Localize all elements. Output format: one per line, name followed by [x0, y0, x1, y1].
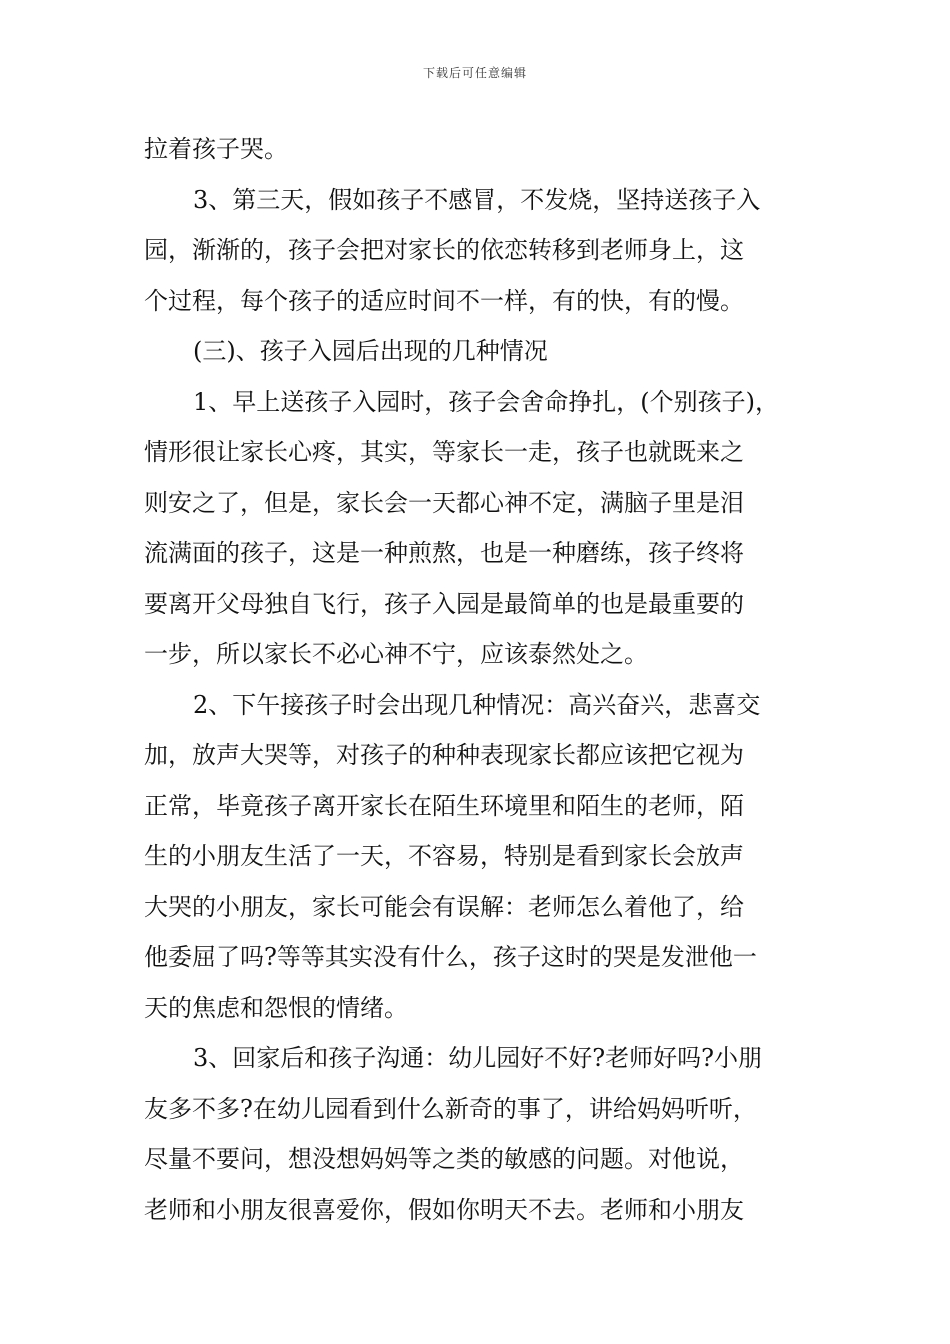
text-line: 他委屈了吗?等等其实没有什么，孩子这时的哭是发泄他一 — [144, 943, 757, 971]
document-body — [144, 124, 814, 1235]
text-line: 友多不多?在幼儿园看到什么新奇的事了，讲给妈妈听听， — [144, 1094, 757, 1123]
text-line: 2、下午接孩子时会出现几种情况：高兴奋兴，悲喜交 — [193, 690, 761, 719]
text-line: 加，放声大哭等，对孩子的种种表现家长都应该把它视为 — [144, 741, 744, 769]
text-line: 天的焦虑和怨恨的情绪。 — [144, 993, 408, 1022]
text-line: 1、早上送孩子入园时，孩子会舍命挣扎，(个别孩子)， — [193, 387, 779, 416]
text-line: 一步，所以家长不必心神不宁，应该泰然处之。 — [144, 640, 648, 668]
text-line: 老师和小朋友很喜爱你，假如你明天不去。老师和小朋友 — [144, 1195, 744, 1224]
text-line: 流满面的孩子，这是一种煎熬，也是一种磨练，孩子终将 — [144, 539, 744, 567]
text-line: 尽量不要问，想没想妈妈等之类的敏感的问题。对他说， — [144, 1145, 744, 1173]
text-line: 3、回家后和孩子沟通：幼儿园好不好?老师好吗?小朋 — [193, 1044, 763, 1072]
text-line: 3、第三天，假如孩子不感冒，不发烧，坚持送孩子入 — [193, 185, 761, 214]
text-line: 园，渐渐的，孩子会把对家长的依恋转移到老师身上，这 — [144, 236, 744, 264]
text-line: 大哭的小朋友，家长可能会有误解：老师怎么着他了，给 — [144, 892, 744, 921]
text-line: 正常，毕竟孩子离开家长在陌生环境里和陌生的老师，陌 — [144, 791, 744, 820]
text-line: 拉着孩子哭。 — [144, 135, 288, 163]
page-header: 下载后可任意编辑 — [422, 66, 527, 80]
text-line: 情形很让家长心疼，其实，等家长一走，孩子也就既来之 — [144, 438, 744, 466]
text-line: 则安之了，但是，家长会一天都心神不定，满脑子里是泪 — [144, 488, 744, 517]
text-line: 要离开父母独自飞行，孩子入园是最简单的也是最重要的 — [144, 589, 744, 618]
text-line: 生的小朋友生活了一天，不容易，特别是看到家长会放声 — [144, 842, 744, 870]
text-line: 个过程，每个孩子的适应时间不一样，有的快，有的慢。 — [144, 286, 744, 315]
section-heading: (三)、孩子入园后出现的几种情况 — [193, 337, 548, 365]
